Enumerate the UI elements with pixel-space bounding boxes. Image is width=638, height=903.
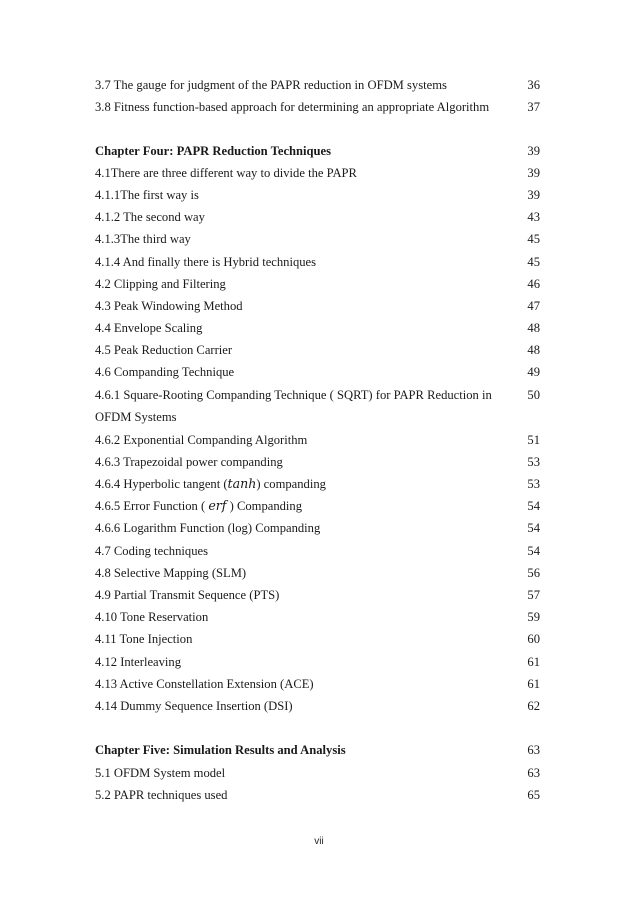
toc-entry-title: 4.6 Companding Technique <box>95 365 235 379</box>
toc-entry-page: 54 <box>527 499 540 513</box>
toc-entry-title: Chapter Four: PAPR Reduction Techniques <box>95 144 332 158</box>
toc-entry-page: 45 <box>527 255 540 269</box>
toc-entry-page: 51 <box>527 433 540 447</box>
toc-entry-page: 63 <box>527 743 540 757</box>
toc-entry-page: 56 <box>527 566 540 580</box>
toc-entry-title: 3.7 The gauge for judgment of the PAPR reduction in OFDM systems <box>95 78 447 92</box>
toc-entry-page: 39 <box>527 144 540 158</box>
toc-entry-page: 54 <box>527 544 540 558</box>
toc-entry-title: Chapter Five: Simulation Results and Analysis <box>95 743 346 757</box>
toc-entry-title: 4.5 Peak Reduction Carrier <box>95 343 233 357</box>
toc-entry <box>95 585 540 605</box>
toc-entry <box>95 474 540 494</box>
toc-entry-page: 39 <box>527 188 540 202</box>
toc-entry-page: 47 <box>527 299 540 313</box>
toc-entry-title: 3.8 Fitness function-based approach for determining an appropriate Algorithm <box>95 100 490 114</box>
toc-entry-page: 46 <box>527 277 540 291</box>
toc-entry <box>95 518 540 538</box>
toc-entry-page: 36 <box>527 78 540 92</box>
toc-entry-title: 4.8 Selective Mapping (SLM) <box>95 566 247 580</box>
toc-entry-title: 5.1 OFDM System model <box>95 766 226 780</box>
toc-entry-page: 61 <box>527 655 540 669</box>
toc-entry-title: 4.6.5 Error Function ( 𝑒𝑟𝑓 ) Companding <box>95 499 303 513</box>
toc-entry <box>95 430 540 450</box>
toc-entry-page: 48 <box>527 321 540 335</box>
toc-entry <box>95 97 540 117</box>
toc-entry <box>95 763 540 783</box>
toc-entry-page: 60 <box>527 632 540 646</box>
toc-entry <box>95 674 540 694</box>
toc-entry <box>95 629 540 649</box>
toc-entry-page: 61 <box>527 677 540 691</box>
toc-chapter-heading <box>95 740 540 760</box>
toc-entry-page: 48 <box>527 343 540 357</box>
toc-entry-page: 50 <box>527 388 540 402</box>
page-number: vii <box>314 836 324 847</box>
toc-entry-title: 4.6.4 Hyperbolic tangent (𝑡𝑎𝑛ℎ) companding <box>95 477 326 491</box>
toc-chapter-heading <box>95 141 540 161</box>
toc-entry <box>95 163 540 183</box>
toc-entry-title: 4.6.2 Exponential Companding Algorithm <box>95 433 308 447</box>
toc-entry-page: 53 <box>527 477 540 491</box>
toc-entry-page: 53 <box>527 455 540 469</box>
toc-entry-title: 4.10 Tone Reservation <box>95 610 209 624</box>
toc-entry <box>95 296 540 316</box>
toc-entry <box>95 696 540 716</box>
toc-entry-title: 4.6.1 Square-Rooting Companding Technique ( SQRT) for PAPR Reduction in OFDM Systems <box>95 388 492 424</box>
toc-entry <box>95 541 540 561</box>
toc-entry-title: 4.6.3 Trapezoidal power companding <box>95 455 283 469</box>
toc-entry-page: 59 <box>527 610 540 624</box>
toc-entry <box>95 652 540 672</box>
toc-entry-title: 4.1.4 And finally there is Hybrid techniques <box>95 255 317 269</box>
toc-entry-page: 49 <box>527 365 540 379</box>
toc-entry <box>95 362 540 382</box>
toc-entry <box>95 607 540 627</box>
toc-entry-title: 4.1.2 The second way <box>95 210 205 224</box>
toc-entry <box>95 274 540 294</box>
toc-entry <box>95 229 540 249</box>
toc-entry-page: 45 <box>527 232 540 246</box>
toc-entry-page: 63 <box>527 766 540 780</box>
toc-entry-page: 57 <box>527 588 540 602</box>
toc-entry-title: 4.12 Interleaving <box>95 655 182 669</box>
toc-entry-title: 5.2 PAPR techniques used <box>95 788 228 802</box>
toc-entry <box>95 452 540 472</box>
toc-entry-title: 4.1.3The third way <box>95 232 191 246</box>
toc-entry-page: 43 <box>527 210 540 224</box>
toc-entry <box>95 496 540 516</box>
toc-entry <box>95 252 540 272</box>
toc-entry-title: 4.1There are three different way to divide the PAPR <box>95 166 357 180</box>
toc-entry-title: 4.4 Envelope Scaling <box>95 321 203 335</box>
toc-entry <box>95 785 540 805</box>
toc-entry-title: 4.1.1The first way is <box>95 188 199 202</box>
toc-entry-page: 62 <box>527 699 540 713</box>
toc-entry-page: 54 <box>527 521 540 535</box>
toc-entry-page: 39 <box>527 166 540 180</box>
toc-entry <box>95 185 540 205</box>
toc-entry-title: 4.13 Active Constellation Extension (ACE) <box>95 677 314 691</box>
toc-entry <box>95 384 540 426</box>
toc-entry-title: 4.14 Dummy Sequence Insertion (DSI) <box>95 699 293 713</box>
toc-entry <box>95 340 540 360</box>
toc-entry-title: 4.9 Partial Transmit Sequence (PTS) <box>95 588 280 602</box>
toc-entry-title: 4.2 Clipping and Filtering <box>95 277 226 291</box>
toc-entry-title: 4.6.6 Logarithm Function (log) Companding <box>95 521 321 535</box>
toc-entry <box>95 75 540 95</box>
toc-entry-page: 65 <box>527 788 540 802</box>
toc-entry <box>95 563 540 583</box>
toc-entry-title: 4.7 Coding techniques <box>95 544 208 558</box>
toc-entry <box>95 318 540 338</box>
toc-entry-title: 4.11 Tone Injection <box>95 632 193 646</box>
toc-entry-page: 37 <box>527 100 540 114</box>
toc-entry <box>95 207 540 227</box>
toc-entry-title: 4.3 Peak Windowing Method <box>95 299 243 313</box>
